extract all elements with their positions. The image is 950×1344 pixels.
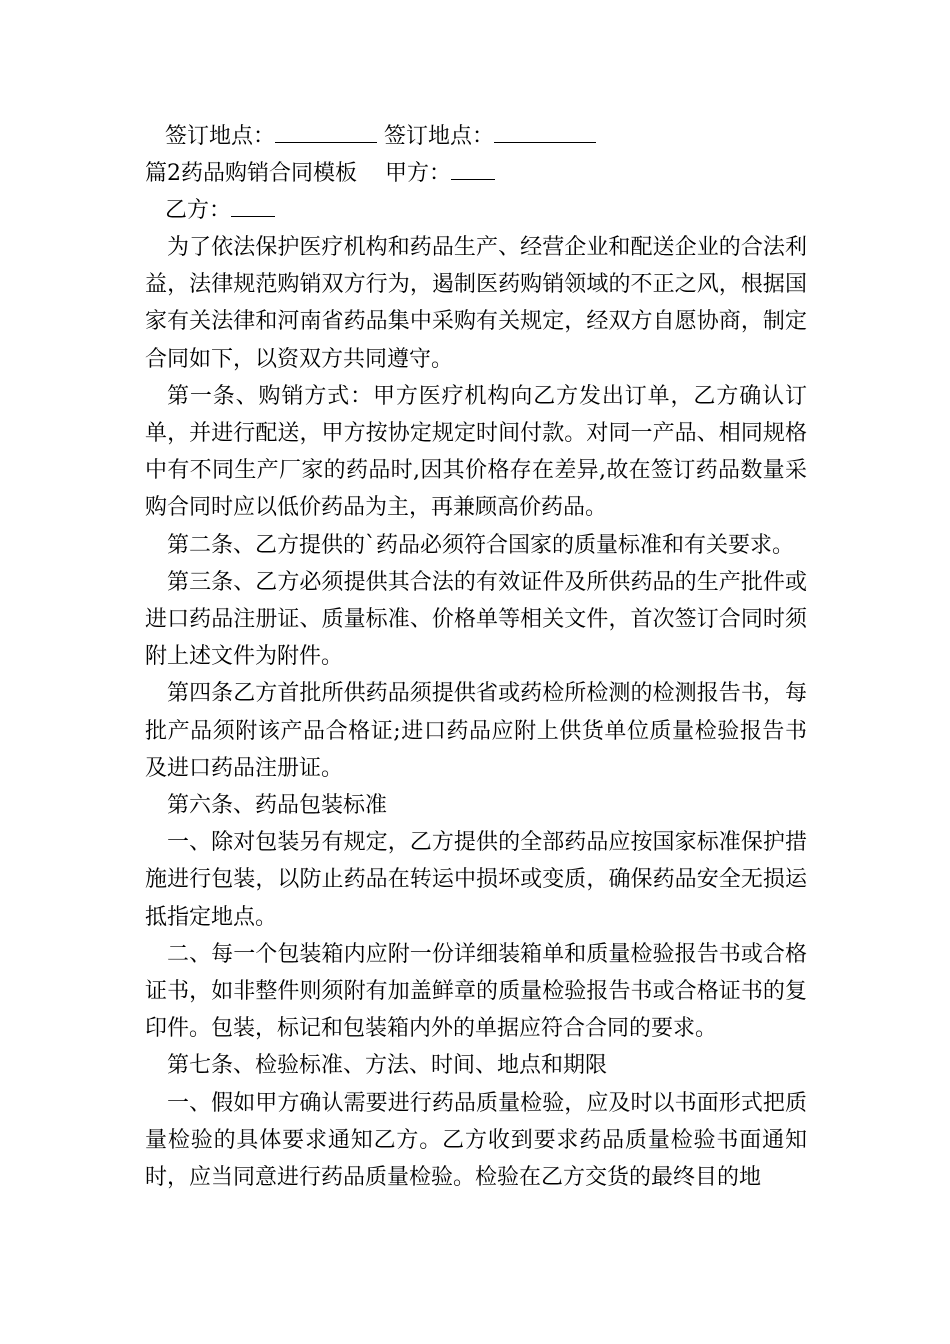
title-line (145, 155, 807, 192)
party-b-blank (231, 194, 275, 217)
document-title: 篇2药品购销合同模板 (145, 161, 357, 186)
paragraph-article-4: 第四条乙方首批所供药品须提供省或药检所检测的检测报告书，每批产品须附该产品合格证;进口药品应附上供货单位质量检验报告书及进口药品注册证。 (145, 681, 807, 781)
document-page (145, 118, 807, 1196)
signing-place-blank-b (494, 120, 596, 143)
signing-place-blank-a (275, 120, 377, 143)
signing-place-label-b: 签订地点： (384, 124, 495, 149)
party-b-label: 乙方： (165, 198, 232, 223)
heading-article-6: 第六条、药品包装标准 (167, 793, 388, 819)
paragraph-article-7-item-1: 一、假如甲方确认需要进行药品质量检验，应及时以书面形式把质量检验的具体要求通知乙方。乙方收到要求药品质量检验书面通知时，应当同意进行药品质量检验。检验在乙方交货的最终目的地 (145, 1090, 807, 1191)
paragraph-article-2: 第二条、乙方提供的`药品必须符合国家的质量标准和有关要求。 (167, 532, 795, 558)
party-a-blank (451, 157, 495, 180)
signing-place-label-a: 签订地点： (165, 124, 276, 149)
paragraph-article-6-item-1: 一、除对包装另有规定，乙方提供的全部药品应按国家标准保护措施进行包装，以防止药品在转运中损坏或变质，确保药品安全无损运抵指定地点。 (145, 830, 807, 930)
heading-article-7: 第七条、检验标准、方法、时间、地点和期限 (167, 1053, 608, 1079)
paragraph-article-3: 第三条、乙方必须提供其合法的有效证件及所供药品的生产批件或进口药品注册证、质量标准、价格单等相关文件，首次签订合同时须附上述文件为附件。 (145, 569, 807, 670)
party-b-line (145, 192, 807, 229)
paragraph-article-6-item-2: 二、每一个包装箱内应附一份详细装箱单和质量检验报告书或合格证书，如非整件则须附有加盖鲜章的质量检验报告书或合格证书的复印件。包装，标记和包装箱内外的单据应符合合同的要求。 (145, 941, 807, 1042)
party-a-label: 甲方： (384, 161, 451, 186)
signing-place-line (145, 118, 807, 155)
paragraph-article-1: 第一条、购销方式：甲方医疗机构向乙方发出订单，乙方确认订单，并进行配送，甲方按协定规定时间付款。对同一产品、相同规格中有不同生产厂家的药品时,因其价格存在差异,故在签订药品数量采购合同时应以低价药品为主，再兼顾高价药品。 (145, 383, 807, 521)
paragraph-preamble: 为了依法保护医疗机构和药品生产、经营企业和配送企业的合法利益，法律规范购销双方行为，遏制医药购销领域的不正之风，根据国家有关法律和河南省药品集中采购有关规定，经双方自愿协商，制定合同如下，以资双方共同遵守。 (145, 235, 807, 372)
